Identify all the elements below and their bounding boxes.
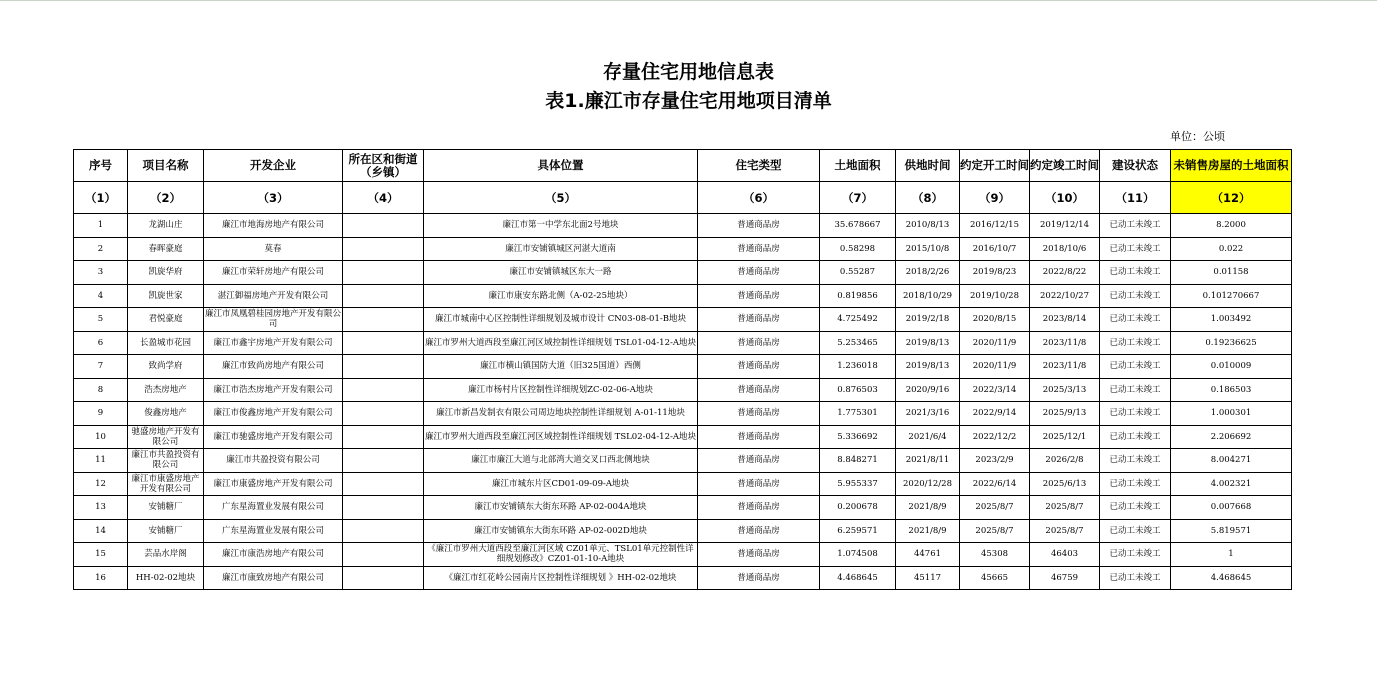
start-date-cell: 2016/12/15 <box>960 214 1030 238</box>
row-index-cell: 14 <box>74 519 128 543</box>
location-cell: 廉江市安铺镇城区东大一路 <box>424 261 698 285</box>
district-cell <box>343 402 424 426</box>
start-date-cell: 2023/2/9 <box>960 449 1030 473</box>
project-name-cell: 凯旋华府 <box>128 261 204 285</box>
project-name-cell: 浩杰房地产 <box>128 378 204 402</box>
row-index-cell: 8 <box>74 378 128 402</box>
supply-date-cell: 2020/12/28 <box>896 472 960 496</box>
land-area-cell: 35.678667 <box>820 214 896 238</box>
header-cell: 项目名称 <box>128 150 204 182</box>
start-date-cell: 2019/8/23 <box>960 261 1030 285</box>
completion-date-cell: 2023/8/14 <box>1030 308 1100 332</box>
completion-date-cell: 2025/6/13 <box>1030 472 1100 496</box>
row-index-cell: 3 <box>74 261 128 285</box>
construction-status-cell: 已动工未竣工 <box>1100 237 1171 261</box>
land-area-cell: 0.876503 <box>820 378 896 402</box>
project-name-cell: 致尚学府 <box>128 355 204 379</box>
supply-date-cell: 2018/2/26 <box>896 261 960 285</box>
start-date-cell: 2025/8/7 <box>960 519 1030 543</box>
supply-date-cell: 2021/6/4 <box>896 425 960 449</box>
supply-date-cell: 2018/10/29 <box>896 284 960 308</box>
housing-type-cell: 普通商品房 <box>698 496 820 520</box>
row-index-cell: 1 <box>74 214 128 238</box>
project-name-cell: 安铺糖厂 <box>128 496 204 520</box>
start-date-cell: 2025/8/7 <box>960 496 1030 520</box>
project-name-cell: 凯旋世家 <box>128 284 204 308</box>
header-cell: 住宅类型 <box>698 150 820 182</box>
table-row <box>74 284 1292 308</box>
column-number-cell: （11） <box>1100 182 1171 214</box>
supply-date-cell: 2021/3/16 <box>896 402 960 426</box>
table-row <box>74 425 1292 449</box>
developer-cell: 廉江市浩杰房地产开发有限公司 <box>204 378 343 402</box>
column-number-cell: （5） <box>424 182 698 214</box>
location-cell: 廉江市横山镇国防大道（旧325国道）西侧 <box>424 355 698 379</box>
land-area-cell: 5.955337 <box>820 472 896 496</box>
row-index-cell: 10 <box>74 425 128 449</box>
unsold-land-area-cell: 0.101270667 <box>1171 284 1292 308</box>
construction-status-cell: 已动工未竣工 <box>1100 355 1171 379</box>
unsold-land-area-cell: 4.002321 <box>1171 472 1292 496</box>
land-area-cell: 4.468645 <box>820 566 896 590</box>
unsold-land-area-cell: 0.186503 <box>1171 378 1292 402</box>
column-number-row <box>74 182 1292 214</box>
completion-date-cell: 2025/3/13 <box>1030 378 1100 402</box>
completion-date-cell: 2018/10/6 <box>1030 237 1100 261</box>
developer-cell: 广东星海置业发展有限公司 <box>204 496 343 520</box>
housing-type-cell: 普通商品房 <box>698 519 820 543</box>
unsold-land-area-cell: 0.007668 <box>1171 496 1292 520</box>
completion-date-cell: 2025/8/7 <box>1030 496 1100 520</box>
start-date-cell: 2020/11/9 <box>960 355 1030 379</box>
district-cell <box>343 284 424 308</box>
supply-date-cell: 2019/8/13 <box>896 331 960 355</box>
construction-status-cell: 已动工未竣工 <box>1100 472 1171 496</box>
developer-cell: 廉江市康盛房地产开发有限公司 <box>204 472 343 496</box>
row-index-cell: 15 <box>74 543 128 567</box>
unsold-land-area-cell: 8.004271 <box>1171 449 1292 473</box>
table-row <box>74 496 1292 520</box>
header-cell-highlighted: 未销售房屋的土地面积 <box>1171 150 1292 182</box>
project-name-cell: 廉江市康盛房地产开发有限公司 <box>128 472 204 496</box>
housing-type-cell: 普通商品房 <box>698 308 820 332</box>
table-row <box>74 378 1292 402</box>
unsold-land-area-cell: 2.206692 <box>1171 425 1292 449</box>
completion-date-cell: 46759 <box>1030 566 1100 590</box>
location-cell: 廉江市安铺镇东大街东环路 AP-02-002D地块 <box>424 519 698 543</box>
district-cell <box>343 237 424 261</box>
developer-cell: 广东星海置业发展有限公司 <box>204 519 343 543</box>
housing-type-cell: 普通商品房 <box>698 237 820 261</box>
unsold-land-area-cell: 0.19236625 <box>1171 331 1292 355</box>
row-index-cell: 13 <box>74 496 128 520</box>
developer-cell: 廉江市鑫宇房地产开发有限公司 <box>204 331 343 355</box>
unit-label: 单位：公顷 <box>1170 130 1225 143</box>
developer-cell: 廉江市驰盛房地产开发有限公司 <box>204 425 343 449</box>
table-row <box>74 355 1292 379</box>
project-name-cell: 安铺糖厂 <box>128 519 204 543</box>
developer-cell: 廉江市荣轩房地产有限公司 <box>204 261 343 285</box>
project-name-cell: 芸品水岸阁 <box>128 543 204 567</box>
header-row <box>74 150 1292 182</box>
location-cell: 廉江市杨村片区控制性详细规划ZC-02-06-A地块 <box>424 378 698 402</box>
column-number-cell: （3） <box>204 182 343 214</box>
header-cell: 土地面积 <box>820 150 896 182</box>
housing-type-cell: 普通商品房 <box>698 472 820 496</box>
district-cell <box>343 331 424 355</box>
header-cell: 建设状态 <box>1100 150 1171 182</box>
district-cell <box>343 214 424 238</box>
housing-type-cell: 普通商品房 <box>698 214 820 238</box>
land-area-cell: 0.819856 <box>820 284 896 308</box>
supply-date-cell: 2019/2/18 <box>896 308 960 332</box>
project-name-cell: 君悦豪庭 <box>128 308 204 332</box>
supply-date-cell: 45117 <box>896 566 960 590</box>
column-number-cell: （7） <box>820 182 896 214</box>
unsold-land-area-cell: 5.819571 <box>1171 519 1292 543</box>
header-cell: 开发企业 <box>204 150 343 182</box>
column-number-cell: （9） <box>960 182 1030 214</box>
location-cell: 廉江市廉江大道与北部湾大道交叉口西北侧地块 <box>424 449 698 473</box>
land-area-cell: 0.200678 <box>820 496 896 520</box>
location-cell: 廉江市安铺镇东大街东环路 AP-02-004A地块 <box>424 496 698 520</box>
location-cell: 廉江市城南中心区控制性详细规划及城市设计 CN03-08-01-B地块 <box>424 308 698 332</box>
housing-type-cell: 普通商品房 <box>698 284 820 308</box>
header-cell: 约定开工时间 <box>960 150 1030 182</box>
table-row <box>74 519 1292 543</box>
unsold-land-area-cell: 1.003492 <box>1171 308 1292 332</box>
construction-status-cell: 已动工未竣工 <box>1100 402 1171 426</box>
construction-status-cell: 已动工未竣工 <box>1100 214 1171 238</box>
header-cell: 供地时间 <box>896 150 960 182</box>
developer-cell: 廉江市康致房地产有限公司 <box>204 566 343 590</box>
column-number-cell: （10） <box>1030 182 1100 214</box>
header-cell: 所在区和街道（乡镇） <box>343 150 424 182</box>
supply-date-cell: 2020/9/16 <box>896 378 960 402</box>
construction-status-cell: 已动工未竣工 <box>1100 261 1171 285</box>
unsold-land-area-cell: 4.468645 <box>1171 566 1292 590</box>
construction-status-cell: 已动工未竣工 <box>1100 449 1171 473</box>
row-index-cell: 9 <box>74 402 128 426</box>
column-number-cell: （2） <box>128 182 204 214</box>
table-row <box>74 449 1292 473</box>
construction-status-cell: 已动工未竣工 <box>1100 284 1171 308</box>
header-cell: 具体位置 <box>424 150 698 182</box>
start-date-cell: 2022/12/2 <box>960 425 1030 449</box>
supply-date-cell: 2015/10/8 <box>896 237 960 261</box>
completion-date-cell: 46403 <box>1030 543 1100 567</box>
developer-cell: 廉江市凤凰碧桂园房地产开发有限公司 <box>204 309 341 330</box>
start-date-cell: 2019/10/28 <box>960 284 1030 308</box>
completion-date-cell: 2025/8/7 <box>1030 519 1100 543</box>
row-index-cell: 7 <box>74 355 128 379</box>
supply-date-cell: 44761 <box>896 543 960 567</box>
location-cell: 《廉江市红花岭公园南片区控制性详细规划 》HH-02-02地块 <box>424 566 698 590</box>
location-cell: 廉江市城东片区CD01-09-09-A地块 <box>424 472 698 496</box>
district-cell <box>343 355 424 379</box>
land-list-table <box>73 149 1292 590</box>
row-index-cell: 6 <box>74 331 128 355</box>
row-index-cell: 16 <box>74 566 128 590</box>
completion-date-cell: 2019/12/14 <box>1030 214 1100 238</box>
project-name-cell: 廉江市共盈投资有限公司 <box>128 449 204 473</box>
construction-status-cell: 已动工未竣工 <box>1100 496 1171 520</box>
row-index-cell: 11 <box>74 449 128 473</box>
start-date-cell: 45308 <box>960 543 1030 567</box>
table-row <box>74 543 1292 567</box>
supply-date-cell: 2021/8/11 <box>896 449 960 473</box>
land-area-cell: 1.074508 <box>820 543 896 567</box>
project-name-cell: HH-02-02地块 <box>128 566 204 590</box>
district-cell <box>343 308 424 332</box>
construction-status-cell: 已动工未竣工 <box>1100 425 1171 449</box>
column-number-cell: （6） <box>698 182 820 214</box>
start-date-cell: 2022/6/14 <box>960 472 1030 496</box>
table-row <box>74 472 1292 496</box>
table-row <box>74 402 1292 426</box>
land-area-cell: 8.848271 <box>820 449 896 473</box>
unsold-land-area-cell: 1 <box>1171 543 1292 567</box>
housing-type-cell: 普通商品房 <box>698 449 820 473</box>
land-area-cell: 6.259571 <box>820 519 896 543</box>
start-date-cell: 2016/10/7 <box>960 237 1030 261</box>
construction-status-cell: 已动工未竣工 <box>1100 543 1171 567</box>
completion-date-cell: 2022/10/27 <box>1030 284 1100 308</box>
developer-cell: 廉江市致尚房地产有限公司 <box>204 355 343 379</box>
housing-type-cell: 普通商品房 <box>698 566 820 590</box>
location-cell: 廉江市罗州大道西段至廉江河区域控制性详细规划 TSL01-04-12-A地块 <box>424 331 698 355</box>
construction-status-cell: 已动工未竣工 <box>1100 378 1171 402</box>
housing-type-cell: 普通商品房 <box>698 543 820 567</box>
unsold-land-area-cell: 0.01158 <box>1171 261 1292 285</box>
header-cell: 序号 <box>74 150 128 182</box>
column-number-cell: （4） <box>343 182 424 214</box>
location-cell: 廉江市安铺镇城区河湛大道南 <box>424 237 698 261</box>
row-index-cell: 12 <box>74 472 128 496</box>
land-area-cell: 5.336692 <box>820 425 896 449</box>
supply-date-cell: 2010/8/13 <box>896 214 960 238</box>
document-title: 存量住宅用地信息表 <box>602 61 774 83</box>
start-date-cell: 2022/3/14 <box>960 378 1030 402</box>
document-subtitle: 表1.廉江市存量住宅用地项目清单 <box>545 90 832 112</box>
land-area-cell: 1.775301 <box>820 402 896 426</box>
land-area-cell: 5.253465 <box>820 331 896 355</box>
housing-type-cell: 普通商品房 <box>698 378 820 402</box>
housing-type-cell: 普通商品房 <box>698 261 820 285</box>
start-date-cell: 45665 <box>960 566 1030 590</box>
construction-status-cell: 已动工未竣工 <box>1100 331 1171 355</box>
start-date-cell: 2022/9/14 <box>960 402 1030 426</box>
district-cell <box>343 496 424 520</box>
land-area-cell: 0.58298 <box>820 237 896 261</box>
supply-date-cell: 2021/8/9 <box>896 496 960 520</box>
project-name-cell: 龙湖山庄 <box>128 214 204 238</box>
table-row <box>74 214 1292 238</box>
land-area-cell: 0.55287 <box>820 261 896 285</box>
completion-date-cell: 2026/2/8 <box>1030 449 1100 473</box>
table-row <box>74 566 1292 590</box>
table-row <box>74 331 1292 355</box>
start-date-cell: 2020/11/9 <box>960 331 1030 355</box>
completion-date-cell: 2023/11/8 <box>1030 355 1100 379</box>
completion-date-cell: 2023/11/8 <box>1030 331 1100 355</box>
start-date-cell: 2020/8/15 <box>960 308 1030 332</box>
district-cell <box>343 566 424 590</box>
construction-status-cell: 已动工未竣工 <box>1100 519 1171 543</box>
row-index-cell: 2 <box>74 237 128 261</box>
construction-status-cell: 已动工未竣工 <box>1100 566 1171 590</box>
project-name-cell: 驰盛房地产开发有限公司 <box>128 425 204 449</box>
column-number-cell: （8） <box>896 182 960 214</box>
housing-type-cell: 普通商品房 <box>698 355 820 379</box>
housing-type-cell: 普通商品房 <box>698 331 820 355</box>
developer-cell: 廉江市共盈投资有限公司 <box>204 449 343 473</box>
table-row <box>74 308 1292 332</box>
row-index-cell: 4 <box>74 284 128 308</box>
location-cell: 廉江市罗州大道西段至廉江河区域控制性详细规划 TSL02-04-12-A地块 <box>424 425 698 449</box>
housing-type-cell: 普通商品房 <box>698 425 820 449</box>
developer-cell: 廉江市康浩房地产有限公司 <box>204 543 343 567</box>
developer-cell: 廉江市地海房地产有限公司 <box>204 214 343 238</box>
land-area-cell: 4.725492 <box>820 308 896 332</box>
location-cell: 廉江市康安东路北侧（A-02-25地块） <box>424 284 698 308</box>
table-row <box>74 237 1292 261</box>
supply-date-cell: 2021/8/9 <box>896 519 960 543</box>
table-row <box>74 261 1292 285</box>
column-number-cell: （1） <box>74 182 128 214</box>
district-cell <box>343 378 424 402</box>
column-number-cell-highlighted: （12） <box>1171 182 1292 214</box>
district-cell <box>343 449 424 473</box>
district-cell <box>343 472 424 496</box>
construction-status-cell: 已动工未竣工 <box>1100 308 1171 332</box>
completion-date-cell: 2025/9/13 <box>1030 402 1100 426</box>
project-name-cell: 春晖豪庭 <box>128 237 204 261</box>
unsold-land-area-cell: 0.010009 <box>1171 355 1292 379</box>
project-name-cell: 俊鑫房地产 <box>128 402 204 426</box>
header-cell: 约定竣工时间 <box>1030 150 1100 182</box>
district-cell <box>343 261 424 285</box>
top-border-line <box>0 0 1377 1</box>
developer-cell: 廉江市俊鑫房地产开发有限公司 <box>204 402 343 426</box>
location-cell: 《廉江市罗州大道西段至廉江河区域 CZ01单元、TSL01单元控制性详细规划修改》CZ01-01-10-A地块 <box>424 543 698 567</box>
project-name-cell: 长盈城市花园 <box>128 331 204 355</box>
district-cell <box>343 543 424 567</box>
developer-cell: 莫春 <box>204 237 343 261</box>
unsold-land-area-cell: 8.2000 <box>1171 214 1292 238</box>
district-cell <box>343 519 424 543</box>
unsold-land-area-cell: 0.022 <box>1171 237 1292 261</box>
unsold-land-area-cell: 1.000301 <box>1171 402 1292 426</box>
district-cell <box>343 425 424 449</box>
completion-date-cell: 2022/8/22 <box>1030 261 1100 285</box>
land-area-cell: 1.236018 <box>820 355 896 379</box>
location-cell: 廉江市新昌发制衣有限公司周边地块控制性详细规划 A-01-11地块 <box>424 402 698 426</box>
supply-date-cell: 2019/8/13 <box>896 355 960 379</box>
completion-date-cell: 2025/12/1 <box>1030 425 1100 449</box>
location-cell: 廉江市第一中学东北面2号地块 <box>424 214 698 238</box>
housing-type-cell: 普通商品房 <box>698 402 820 426</box>
row-index-cell: 5 <box>74 308 128 332</box>
developer-cell: 湛江御福房地产开发有限公司 <box>204 284 343 308</box>
